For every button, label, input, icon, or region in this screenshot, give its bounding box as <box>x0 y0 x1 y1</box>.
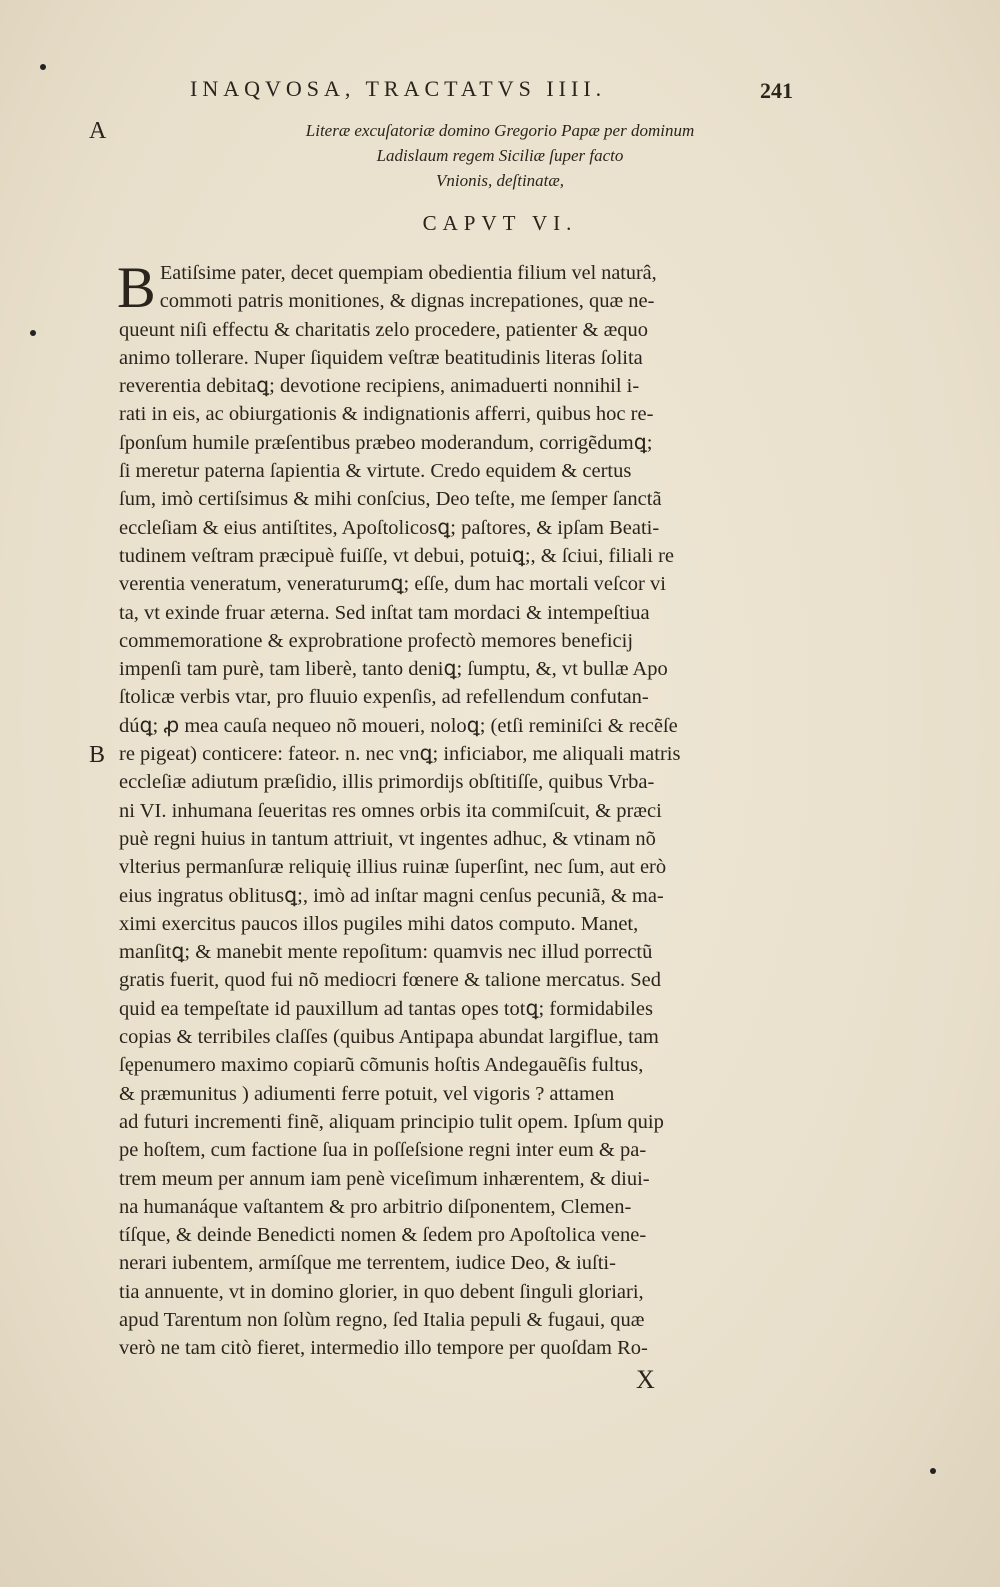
text-line: eccleſiam & eius antiſtites, Apoſtolicosꝗ; paſtores, & ipſam Beati- <box>119 516 660 539</box>
text-line: ni VI. inhumana ſeueritas res omnes orbis ita commiſcuit, & præci <box>119 799 662 822</box>
text-line: gratis fuerit, quod fui nõ mediocri fœnere & talione mercatus. Sed <box>119 969 661 992</box>
text-line: commemoratione & exprobratione profectò memores beneficij <box>119 629 634 652</box>
page-number: 241 <box>760 78 793 103</box>
text-line: puè regni huius in tantum attriuit, vt ingentes adhuc, & vtinam nõ <box>119 827 656 850</box>
chapter-rubric <box>190 118 810 193</box>
text-line: apud Tarentum non ſolùm regno, ſed Italia pepuli & fugaui, quæ <box>119 1308 645 1331</box>
text-line: ta, vt exinde fruar æterna. Sed inſtat tam mordaci & intempeſtiua <box>119 601 650 624</box>
text-line: ſtolicæ verbis vtar, pro fluuio expenſis, ad refellendum confutan- <box>119 686 649 709</box>
text-line: impenſi tam purè, tam liberè, tanto deniꝗ; ſumptu, &, vt bullæ Apo <box>119 658 668 681</box>
text-line: animo tollerare. Nuper ſiquidem veſtræ beatitudinis literas ſolita <box>119 346 643 369</box>
text-line: tíſque, & deinde Benedicti nomen & ſedem pro Apoſtolica vene- <box>119 1224 647 1247</box>
text-line: quid ea tempeſtate id pauxillum ad tantas opes totꝗ; formidabiles <box>119 997 653 1020</box>
running-head: INAQVOSA, TRACTATVS IIII. <box>190 76 607 101</box>
body-text <box>117 255 811 1363</box>
text-line: copias & terribiles claſſes (quibus Antipapa abundat largiflue, tam <box>119 1026 659 1049</box>
text-line: trem meum per annum iam penè viceſimum inhærentem, & diui- <box>119 1167 650 1190</box>
text-line: vlterius permanſuræ reliquię illius ruinæ ſuperſint, nec ſum, aut erò <box>119 856 667 879</box>
text-line: nerari iubentem, armíſque me terrentem, iudice Deo, & iuſti- <box>119 1252 616 1275</box>
text-line: ximi exercitus paucos illos pugiles mihi datos computo. Manet, <box>119 912 639 935</box>
ink-spot <box>40 64 46 70</box>
text-line: dúꝗ; ꝓ mea cauſa nequeo nõ moueri, noloꝗ; (etſi reminiſci & recẽſe <box>119 714 678 737</box>
text-line: ſi meretur paterna ſapientia & virtute. Credo equidem & certus <box>119 460 632 483</box>
text-line: ſponſum humile præſentibus præbeo moderandum, corrigẽdumꝗ; <box>119 431 653 454</box>
chapter-heading: CAPVT VI. <box>422 211 578 235</box>
text-line: ſępenumero maximo copiarũ cõmunis hoſtis Andegauẽſis fultus, <box>119 1054 644 1077</box>
text-line: tia annuente, vt in domino glorier, in quo debent ſinguli gloriari, <box>119 1280 644 1303</box>
text-line: eius ingratus oblitusꝗ;, imò ad inſtar magni cenſus pecuniã, & ma- <box>119 884 664 907</box>
rubric-line: Vnionis, deſtinatæ, <box>436 171 564 190</box>
text-line: tudinem veſtram præcipuè fuiſſe, vt debui, potuiꝗ;, & ſciui, filiali re <box>119 544 675 567</box>
text-line: eccleſiæ adiutum præſidio, illis primordijs obſtitiſſe, quibus Vrba- <box>119 771 655 794</box>
text-line: rati in eis, ac obiurgationis & indignationis afferri, quibus hoc re- <box>119 403 654 426</box>
text-line: ad futuri incrementi finẽ, aliquam principio tulit opem. Ipſum quip <box>119 1110 664 1133</box>
text-line: commoti patris monitiones, & dignas increpationes, quæ ne- <box>159 290 655 313</box>
margin-letter-a: A <box>89 118 107 144</box>
rubric-line: Ladislaum regem Siciliæ ſuper facto <box>376 146 624 165</box>
text-line: & præmunitus ) adiumenti ferre potuit, vel vigoris ? attamen <box>119 1082 615 1105</box>
text-line: verentia veneratum, veneraturumꝗ; eſſe, dum hac mortali veſcor vi <box>119 573 666 596</box>
rubric-line: Literæ excuſatoriæ domino Gregorio Papæ per dominum <box>305 121 695 140</box>
text-line: na humanáque vaſtantem & pro arbitrio diſponentem, Clemen- <box>119 1195 632 1218</box>
text-line: re pigeat) conticere: fateor. n. nec vnꝗ; inficiabor, me aliquali matris <box>119 743 681 766</box>
text-line: manſitꝗ; & manebit mente repoſitum: quamvis nec illud porrectũ <box>119 941 653 964</box>
text-line: queunt niſi effectu & charitatis zelo procedere, patienter & æquo <box>119 318 649 341</box>
signature-mark: X <box>636 1365 655 1394</box>
margin-letter-b: B <box>89 742 106 768</box>
ink-spot <box>30 330 36 336</box>
text-line: Eatiſsime pater, decet quempiam obedientia filium vel naturâ, <box>159 262 657 284</box>
text-line: pe hoſtem, cum factione ſua in poſſeſsione regni inter eum & pa- <box>119 1139 647 1162</box>
ink-spot <box>930 1468 936 1474</box>
drop-cap: B <box>117 255 156 320</box>
text-line: ſum, imò certiſsimus & mihi conſcius, Deo teſte, me ſemper ſanctã <box>119 488 662 511</box>
text-line: verò ne tam citò fieret, intermedio illo tempore per quoſdam Ro- <box>119 1337 648 1360</box>
text-line: reverentia debitaꝗ; devotione recipiens, animaduerti nonnihil i- <box>119 375 640 398</box>
